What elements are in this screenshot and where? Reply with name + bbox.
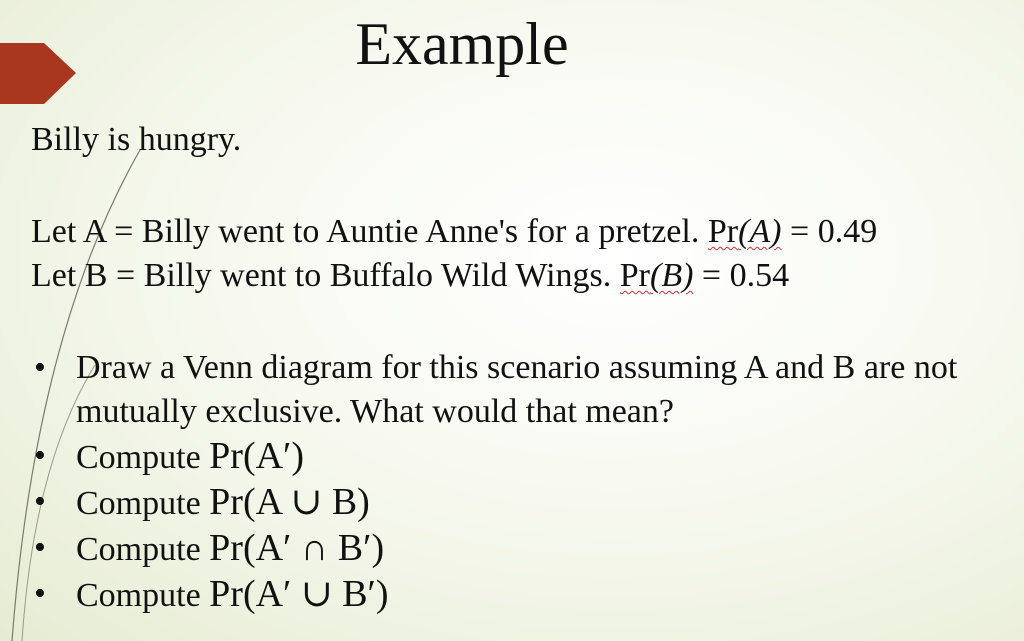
event-b-pr-word: Pr — [619, 257, 650, 294]
bullet-marker: • — [34, 575, 46, 612]
bullet-marker: • — [34, 349, 46, 386]
math-expression: Pr(A′) — [209, 435, 305, 477]
event-b-prefix: Let B = Billy went to Buffalo Wild Wings. — [31, 257, 620, 294]
event-b-pr-arg: (B) — [650, 257, 694, 294]
math-expression: Pr(A ∪ B) — [209, 481, 370, 523]
list-item — [31, 572, 1011, 618]
event-b-value: = 0.54 — [693, 257, 790, 294]
bullet-marker: • — [34, 437, 46, 474]
bullet-marker: • — [34, 529, 46, 566]
event-b-definition — [31, 254, 789, 298]
event-a-pr-word: Pr — [707, 213, 739, 250]
event-a-value: = 0.49 — [781, 213, 878, 250]
bullet-marker: • — [34, 483, 46, 520]
list-item-label: Compute — [76, 531, 210, 568]
math-expression: Pr(A′ ∪ B′) — [209, 573, 389, 615]
event-b-pr — [620, 257, 694, 294]
list-item — [31, 526, 1011, 572]
question-list — [31, 346, 1011, 618]
event-a-pr-arg: (A) — [738, 213, 782, 250]
list-item-label: Compute — [76, 439, 210, 476]
math-expression: Pr(A′ ∩ B′) — [209, 527, 385, 569]
event-a-pr — [708, 213, 782, 250]
list-item-label: Compute — [76, 577, 210, 614]
list-item — [31, 346, 1011, 434]
list-item — [31, 480, 1011, 526]
list-item-label: Compute — [76, 485, 210, 522]
list-item — [31, 434, 1011, 480]
list-item-text: Draw a Venn diagram for this scenario assuming A and B are not mutually exclusive. What would that mean? — [76, 349, 958, 430]
intro-text: Billy is hungry. — [31, 121, 242, 158]
slide-title: Example — [355, 11, 569, 77]
event-a-prefix: Let A = Billy went to Auntie Anne's for a pretzel. — [31, 213, 708, 250]
event-a-definition — [31, 210, 877, 254]
